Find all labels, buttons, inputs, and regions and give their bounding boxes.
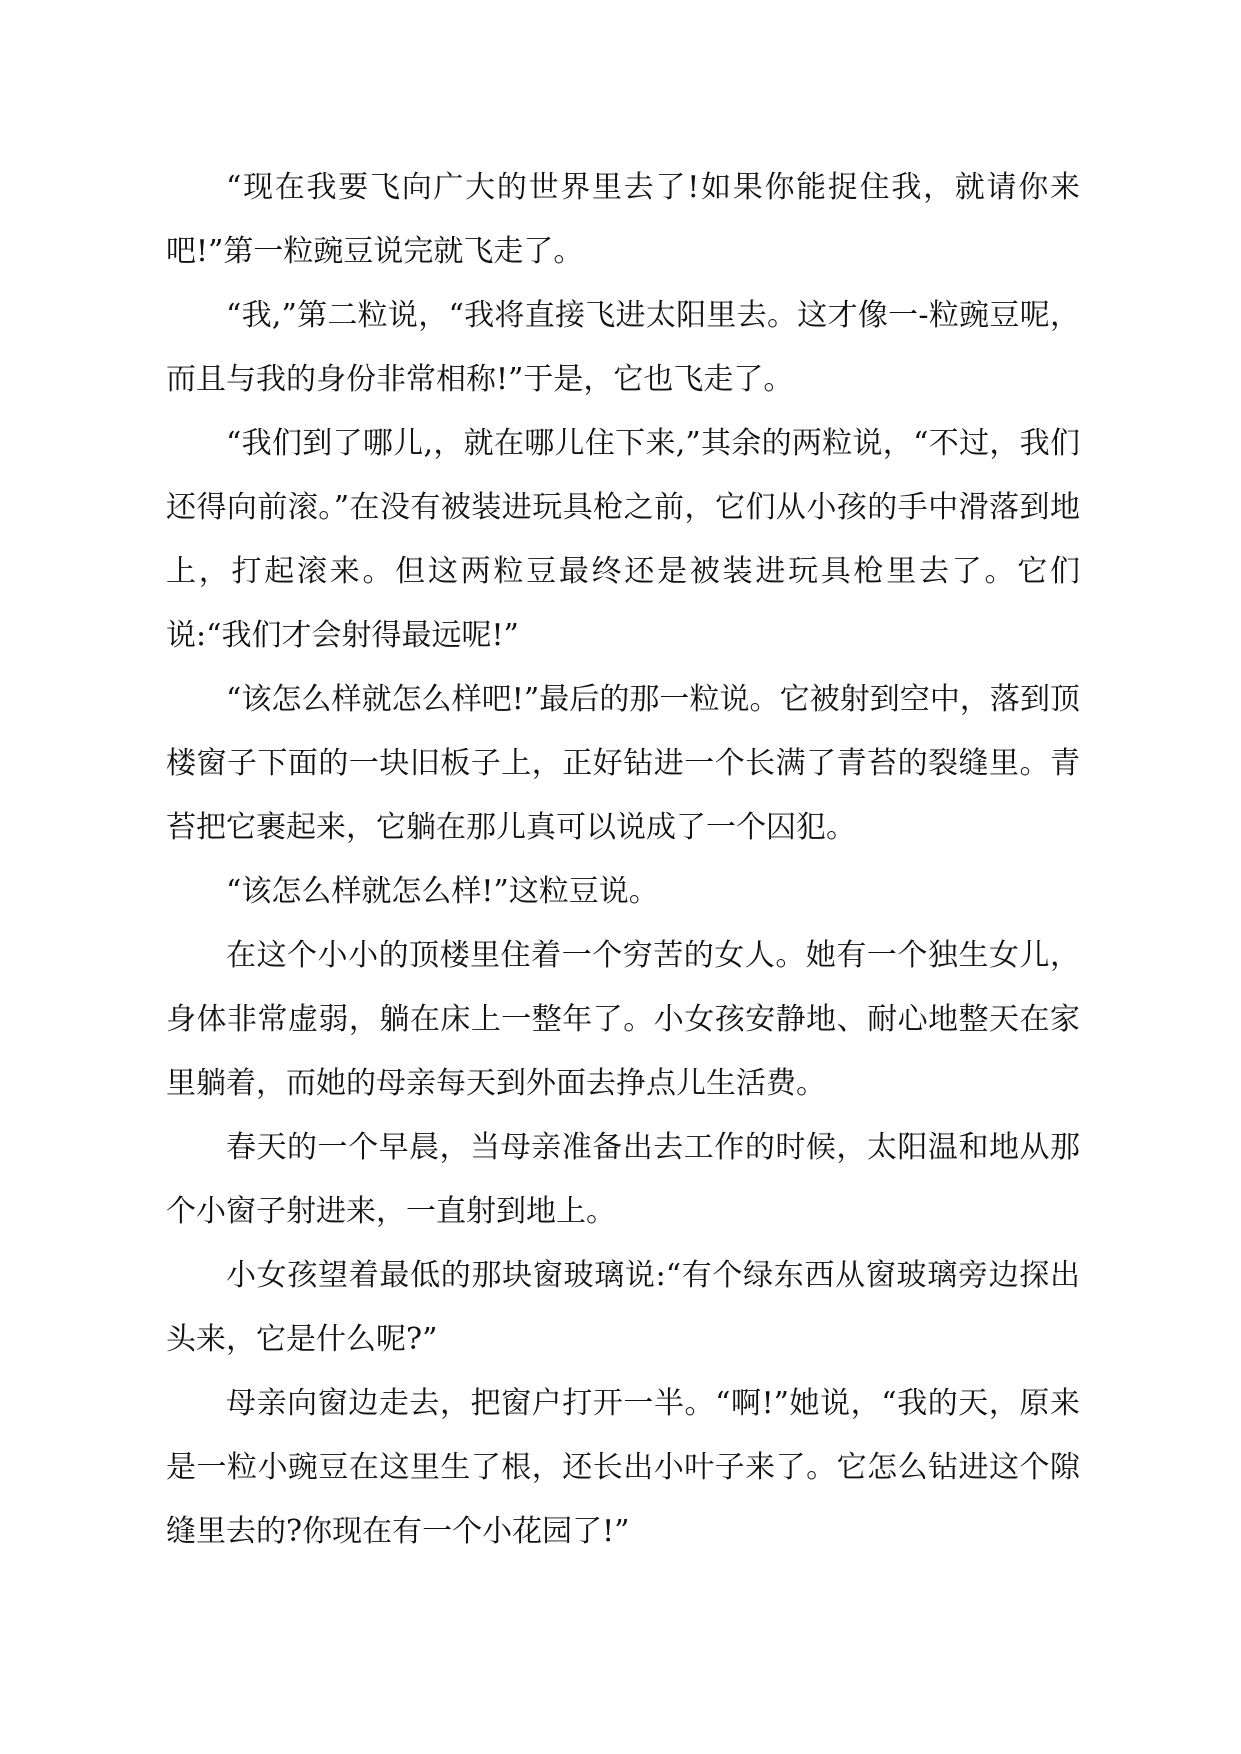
paragraph-6: 在这个小小的顶楼里住着一个穷苦的女人。她有一个独生女儿，身体非常虚弱，躺在床上一整年了。小女孩安静地、耐心地整天在家里躺着，而她的母亲每天到外面去挣点儿生活费。 [166,938,1080,1101]
paragraph-9: 母亲向窗边走去，把窗户打开一半。“啊!”她说，“我的天，原来是一粒小豌豆在这里生了根，还长出小叶子来了。它怎么钻进这个隙缝里去的?你现在有一个小花园了!” [166,1386,1080,1549]
paragraph-5: “该怎么样就怎么样!”这粒豆说。 [226,874,659,909]
paragraph-1: “现在我要飞向广大的世界里去了!如果你能捉住我，就请你来吧!”第一粒豌豆说完就飞走了。 [166,170,1080,269]
paragraph-3: “我们到了哪儿,，就在哪儿住下来,”其余的两粒说，“不过，我们还得向前滚。”在没有被装进玩具枪之前，它们从小孩的手中滑落到地上，打起滚来。但这两粒豆最终还是被装进玩具枪里去了。它们说:“我们才会射得最远呢!” [166,426,1080,653]
paragraph-8: 小女孩望着最低的那块窗玻璃说:“有个绿东西从窗玻璃旁边探出头来，它是什么呢?” [166,1258,1080,1357]
document-body [166,156,1080,1564]
paragraph-7: 春天的一个早晨，当母亲准备出去工作的时候，太阳温和地从那个小窗子射进来，一直射到地上。 [166,1130,1080,1229]
paragraph-4: “该怎么样就怎么样吧!”最后的那一粒说。它被射到空中，落到顶楼窗子下面的一块旧板子上，正好钻进一个长满了青苔的裂缝里。青苔把它裹起来，它躺在那儿真可以说成了一个囚犯。 [166,682,1080,845]
paragraph-2: “我,”第二粒说，“我将直接飞进太阳里去。这才像一-粒豌豆呢，而且与我的身份非常相称!”于是，它也飞走了。 [166,298,1080,397]
